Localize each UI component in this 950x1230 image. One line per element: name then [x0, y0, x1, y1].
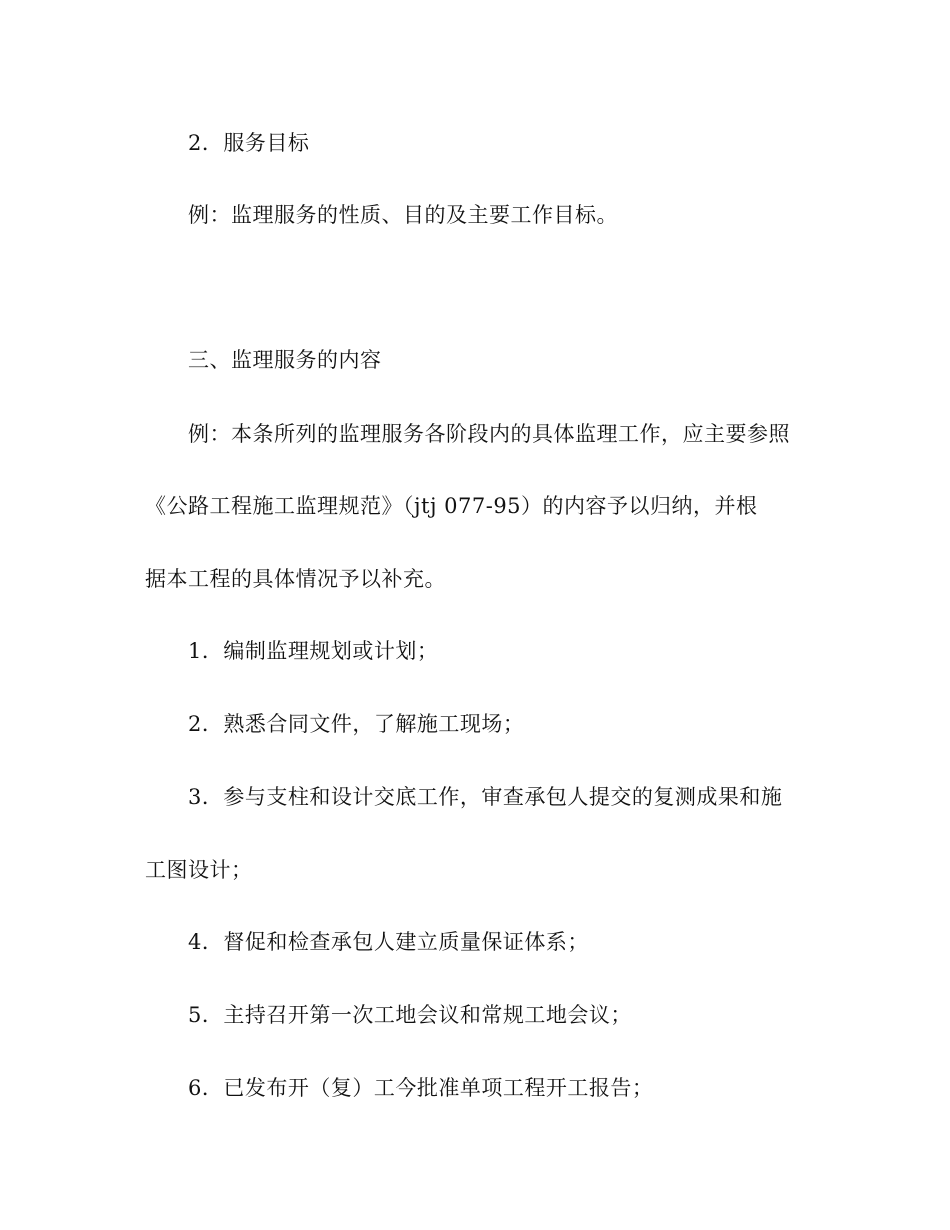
paragraph-line: 据本工程的具体情况予以补充。 — [145, 567, 446, 591]
list-item: 6．已发布开（复）工今批准单项工程开工报告； — [188, 1076, 654, 1100]
list-item: 1．编制监理规划或计划； — [188, 639, 439, 663]
list-item: 3．参与支柱和设计交底工作，审查承包人提交的复测成果和施 — [188, 785, 783, 809]
paragraph-line: 例：本条所列的监理服务各阶段内的具体监理工作，应主要参照 — [188, 422, 790, 446]
paragraph-line: 《公路工程施工监理规范》（jtj 077-95）的内容予以归纳，并根 — [145, 494, 758, 518]
list-item: 4．督促和检查承包人建立质量保证体系； — [188, 930, 589, 954]
section-heading-service-goal: 2．服务目标 — [188, 131, 310, 155]
list-item: 5．主持召开第一次工地会议和常规工地会议； — [188, 1003, 632, 1027]
section-heading-service-content: 三、监理服务的内容 — [188, 348, 382, 372]
list-item-continuation: 工图设计； — [145, 858, 253, 882]
list-item: 2．熟悉合同文件，了解施工现场； — [188, 712, 525, 736]
paragraph-line: 例：监理服务的性质、目的及主要工作目标。 — [188, 203, 618, 227]
